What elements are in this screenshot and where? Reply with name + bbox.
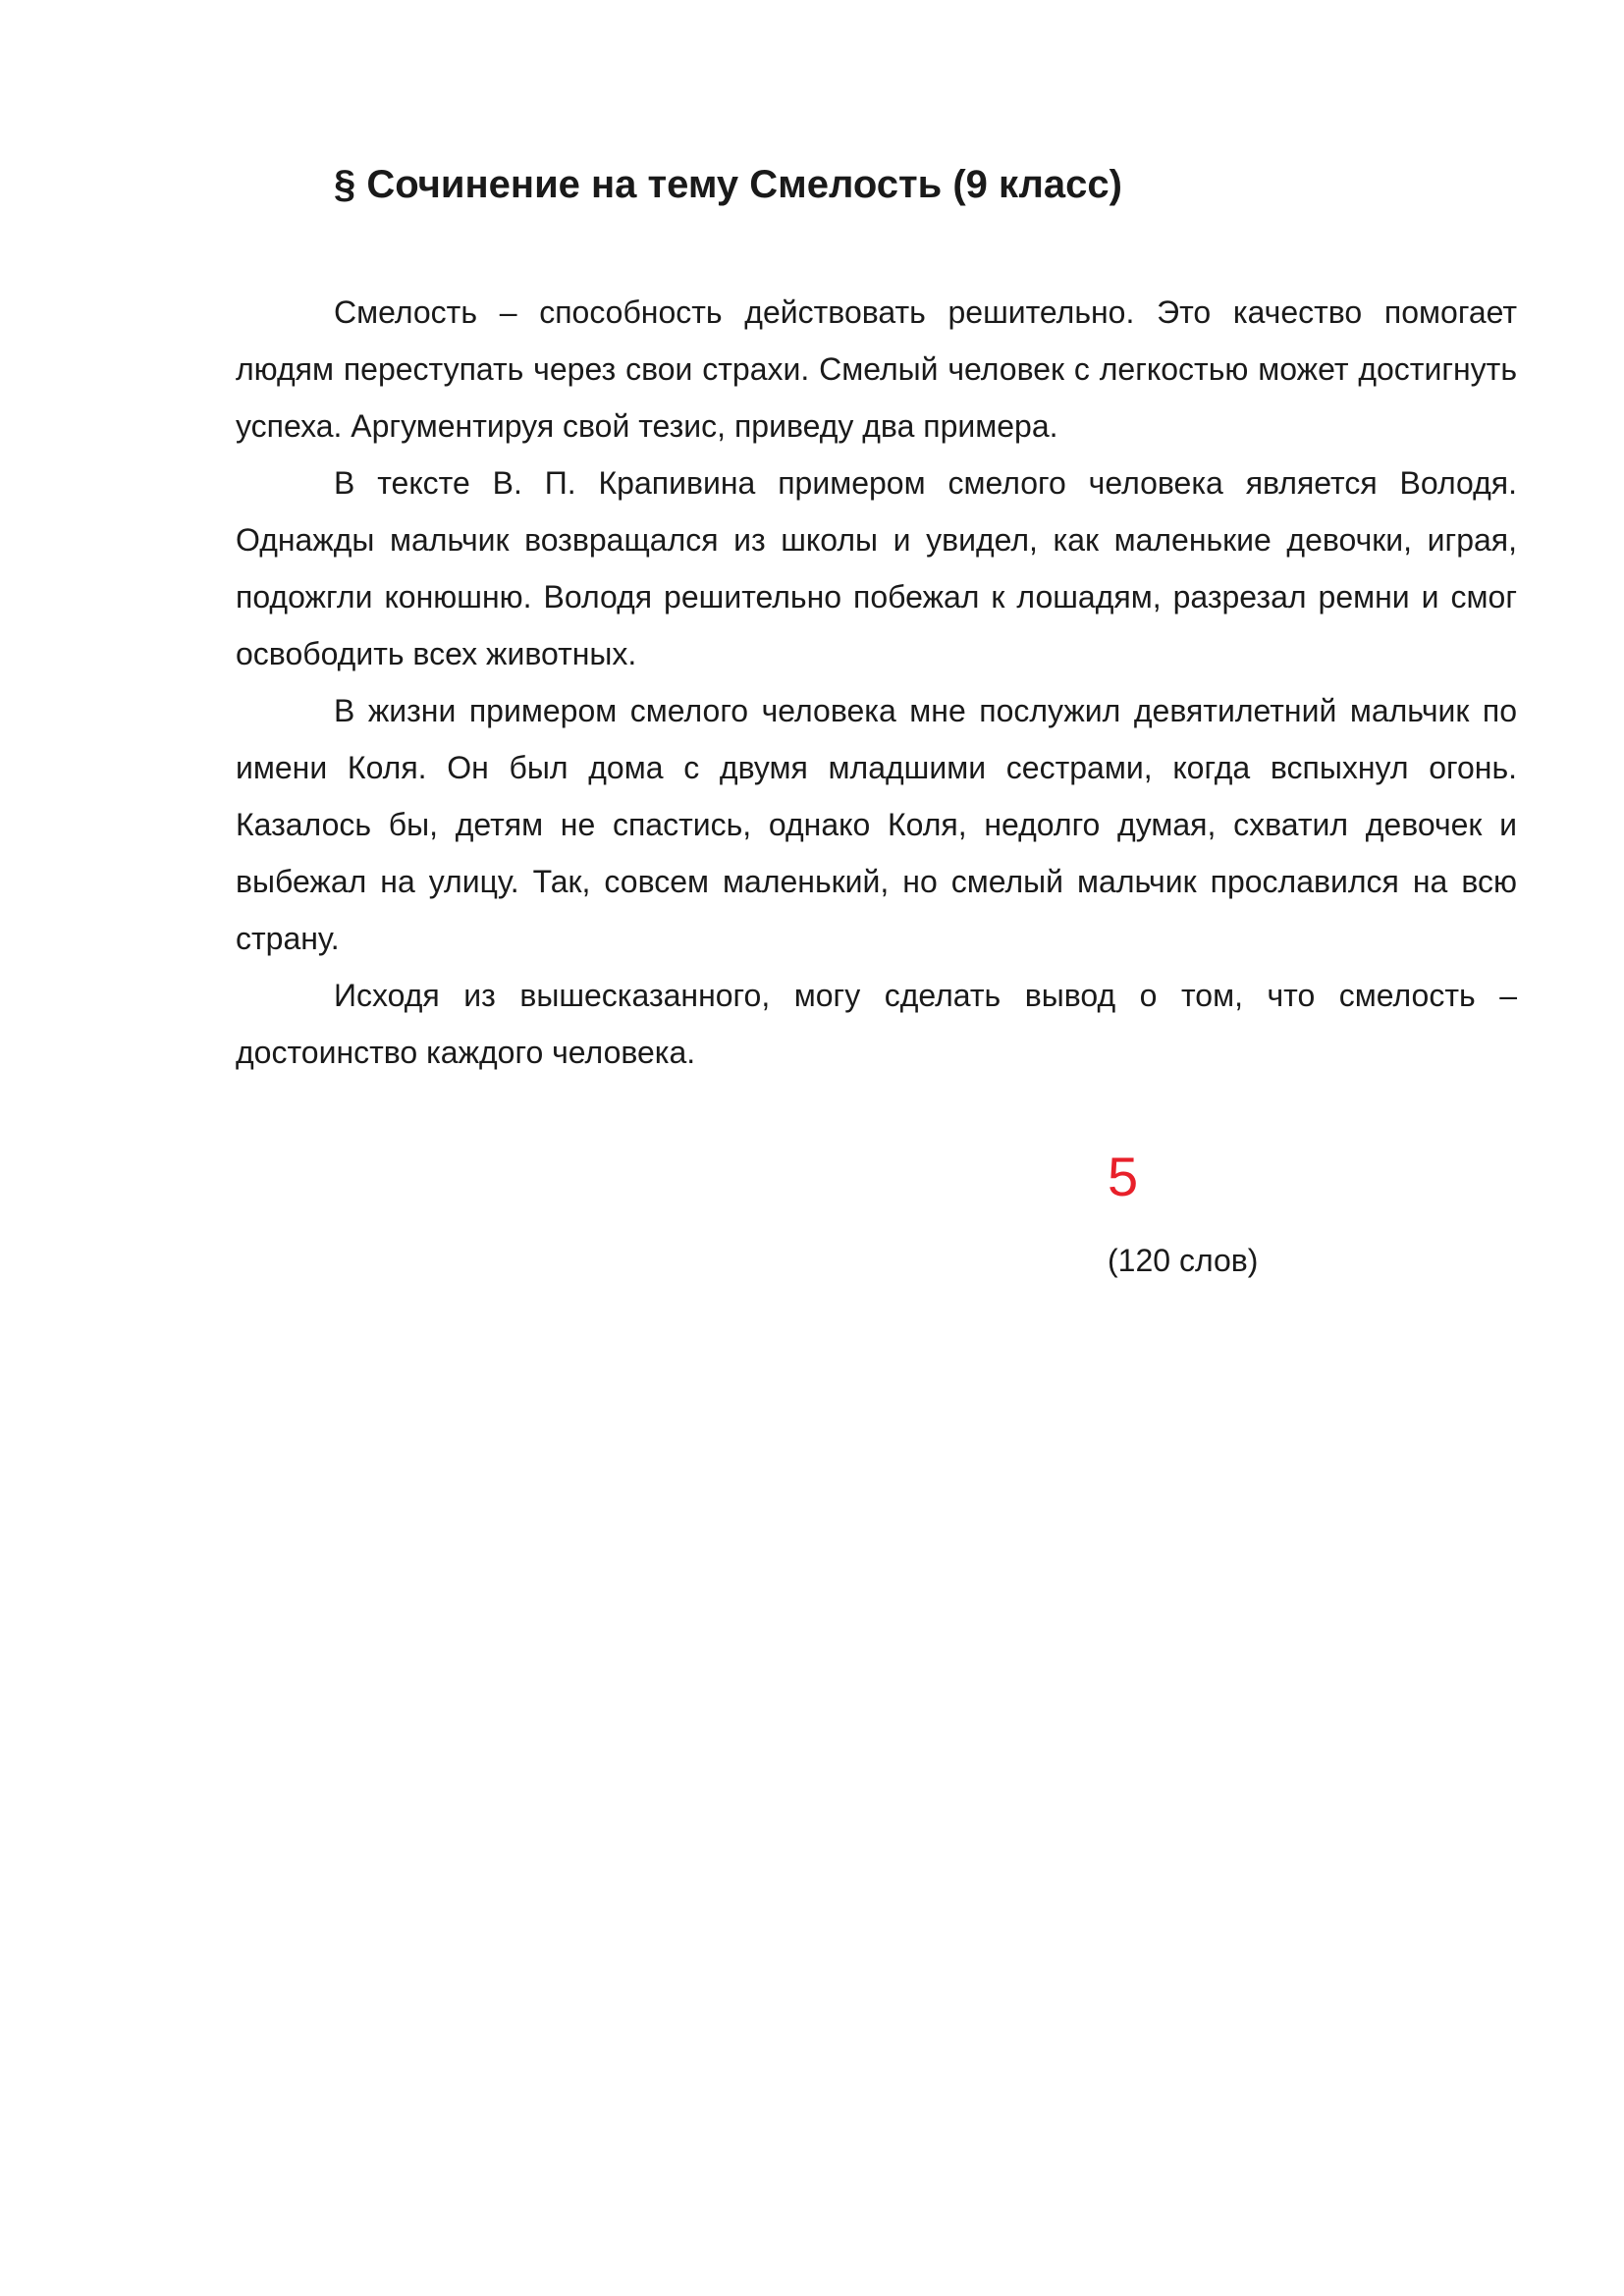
page-title: § Сочинение на тему Смелость (9 класс): [334, 163, 1122, 206]
essay-paragraph: Исходя из вышесказанного, могу сделать вывод о том, что смелость – достоинство каждого человека.: [236, 978, 1517, 1070]
word-count: (120 слов): [1108, 1243, 1259, 1278]
essay-paragraph: В тексте В. П. Крапивина примером смелого человека является Володя. Однажды мальчик возвращался из школы и увидел, как маленькие девочки, играя, подожгли конюшню. Володя решительно побежал к лошадям, разрезал ремни и смог освободить всех животных.: [236, 465, 1517, 671]
essay-paragraph: Смелость – способность действовать решительно. Это качество помогает людям переступать через свои страхи. Смелый человек с легкостью может достигнуть успеха. Аргументируя свой тезис, приведу два примера.: [236, 294, 1517, 444]
grade-mark: 5: [1108, 1146, 1139, 1207]
essay-body: [236, 284, 1517, 1081]
essay-paragraph: В жизни примером смелого человека мне послужил девятилетний мальчик по имени Коля. Он был дома с двумя младшими сестрами, когда вспыхнул огонь. Казалось бы, детям не спастись, однако Коля, недолго думая, схватил девочек и выбежал на улицу. Так, совсем маленький, но смелый мальчик прославился на всю страну.: [236, 693, 1517, 956]
